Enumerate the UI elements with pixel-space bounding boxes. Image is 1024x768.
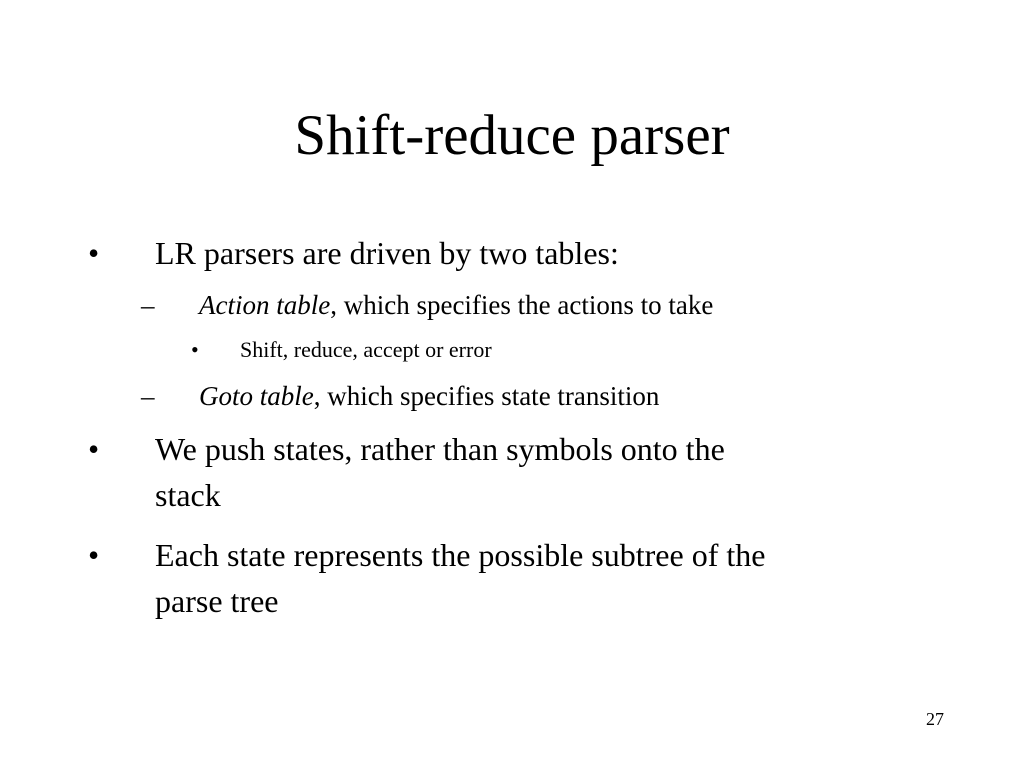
bullet-marker: • xyxy=(88,537,100,573)
slide-title: Shift-reduce parser xyxy=(294,104,730,167)
sub-bullet-rest: , which specifies state transition xyxy=(313,381,660,411)
bullet-item xyxy=(0,426,1024,518)
bullet-text-line: stack xyxy=(155,477,221,513)
term-action-table: Action table xyxy=(199,290,331,320)
bullet-item xyxy=(0,532,1024,624)
bullet-text-line: We push states, rather than symbols onto the xyxy=(155,431,725,467)
bullet-marker: • xyxy=(88,431,100,467)
bullet-marker: • xyxy=(88,235,100,271)
bullet-item xyxy=(0,230,1024,276)
bullet-text-line: Each state represents the possible subtree of the xyxy=(155,537,766,573)
term-goto-table: Goto table xyxy=(199,381,314,411)
page-number: 27 xyxy=(926,709,944,729)
sub-sub-bullet-text: Shift, reduce, accept or error xyxy=(240,337,492,362)
dash-marker: – xyxy=(141,381,155,411)
bullet-text-line: parse tree xyxy=(155,583,279,619)
sub-bullet-item xyxy=(0,377,1024,415)
bullet-text: LR parsers are driven by two tables: xyxy=(155,235,619,271)
sub-bullet-text xyxy=(199,286,713,324)
sub-sub-bullet-item xyxy=(0,335,1024,365)
sub-bullet-rest: , which specifies the actions to take xyxy=(330,290,714,320)
sub-bullet-text xyxy=(199,377,659,415)
bullet-marker: • xyxy=(191,337,199,362)
dash-marker: – xyxy=(141,290,155,320)
sub-bullet-item xyxy=(0,286,1024,324)
